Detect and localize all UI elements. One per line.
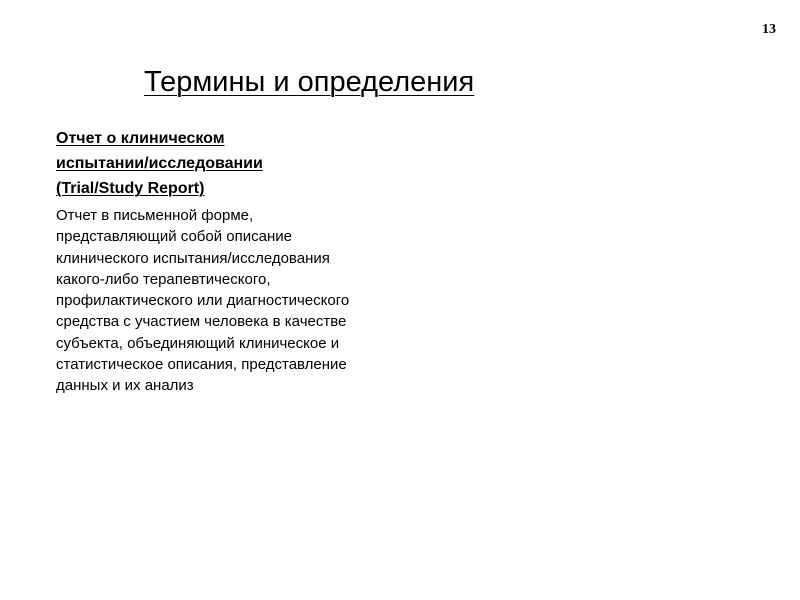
- definition-line: статистическое описания, представление: [56, 356, 347, 374]
- definition-line: данных и их анализ: [56, 377, 194, 395]
- term-heading-line: испытании/исследовании: [56, 155, 263, 172]
- term-heading-line: Отчет о клиническом: [56, 130, 225, 147]
- definition-line: Отчет в письменной форме,: [56, 207, 254, 224]
- slide-title: Термины и определения: [144, 66, 475, 98]
- definition-line: профилактического или диагностического: [56, 292, 350, 310]
- definition-line: субъекта, объединяющий клиническое и: [56, 334, 340, 352]
- definition-line: какого-либо терапевтического,: [56, 270, 271, 288]
- definition-line: представляющий собой описание: [56, 228, 292, 246]
- page-number: 13: [762, 22, 776, 37]
- definition-line: клинического испытания/исследования: [56, 249, 330, 267]
- term-definition: [56, 205, 416, 397]
- term-heading-line: (Trial/Study Report): [56, 180, 205, 197]
- definition-line: средства с участием человека в качестве: [56, 313, 347, 331]
- term-heading: [56, 126, 356, 201]
